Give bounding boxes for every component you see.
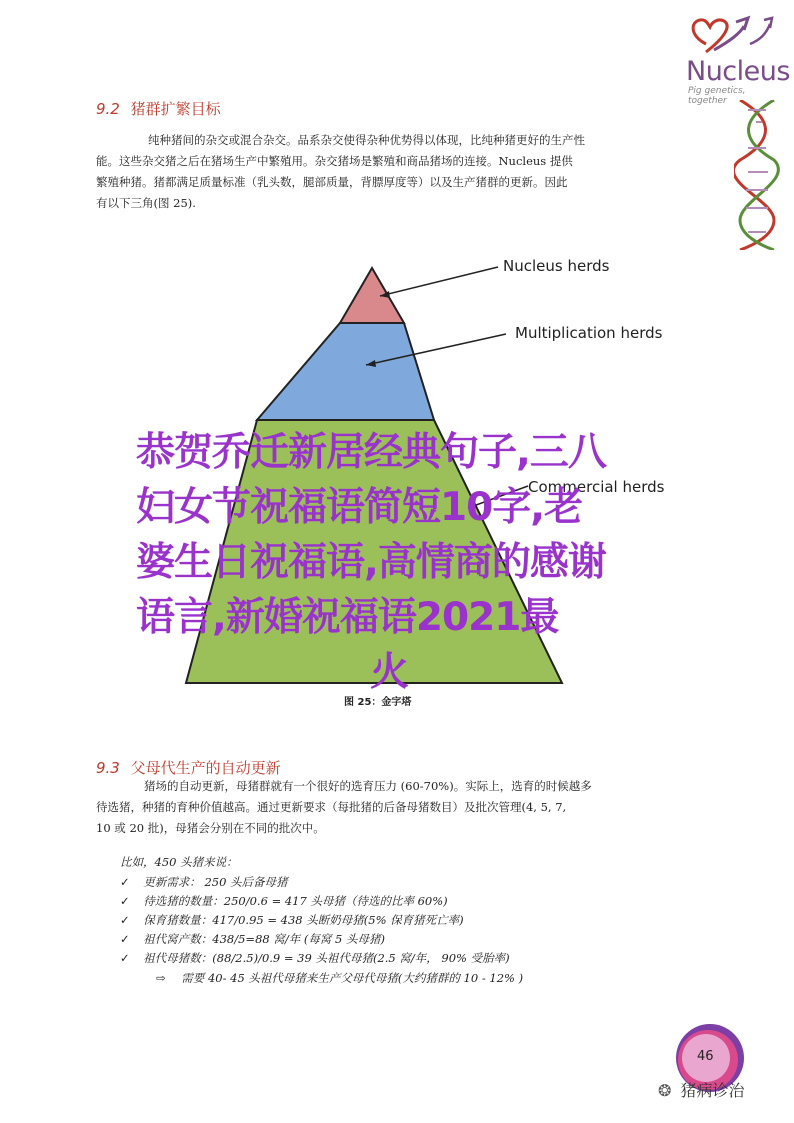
arrow-right-icon: ⇨ [156,971,166,985]
multiplication-herds-label: Multiplication herds [515,324,663,342]
list-result: ⇨ 需要 40- 45 头祖代母猪来生产父母代母猪(大约猪群的 10 - 12% ) [156,971,524,985]
section-9-2-body [96,130,702,214]
overlay-line: 婆生日祝福语,高情商的感谢 [136,540,606,585]
checkmark-icon: ✓ [120,913,130,927]
overlay-line: 火 [370,650,409,695]
list-item: ✓ 保育猪数量：417/0.95 = 438 头断奶母猪(5% 保育猪死亡率) [120,913,464,927]
overlay-line: 妇女节祝福语简短10字,老 [136,485,583,530]
paragraph-line: 猪场的自动更新，母猪群就有一个很好的选育压力 (60-70%)。实际上，选育的时候越多 [144,779,592,793]
section-title: 父母代生产的自动更新 [130,759,281,777]
paragraph-line: 有以下三角(图 25). [96,196,196,210]
section-number: 9.3 [96,759,120,777]
nucleus-herds-label: Nucleus herds [503,257,610,275]
checkmark-icon: ✓ [120,951,130,965]
list-item: ✓ 祖代窝产数：438/5=88 窝/年 (每窝 5 头母猪) [120,932,385,946]
checkmark-icon: ✓ [120,875,130,889]
dna-helix-icon [734,100,780,250]
wechat-account: 猪病诊治 [680,1081,745,1100]
logo-text: Nucleus [686,56,790,87]
paragraph-line: 待选猪，种猪的育种价值越高。通过更新要求（每批猪的后备母猪数目）及批次管理(4, 5, 7, [96,800,567,814]
section-9-2-heading [96,98,221,119]
heart-logo-icon [684,14,774,62]
section-9-3-body [96,776,702,839]
wechat-icon: ❂ [658,1081,672,1100]
section-title: 猪群扩繁目标 [130,100,221,118]
overlay-line: 恭贺乔迁新居经典句子,三八 [136,430,606,475]
nucleus-logo [680,14,790,106]
figure-caption: 图 25：金字塔 [344,697,412,708]
example-intro: 比如，450 头猪来说： [120,855,238,869]
checkmark-icon: ✓ [120,932,130,946]
list-item: ✓ 更新需求： 250 头后备母猪 [120,875,288,889]
paragraph-line: 繁殖种猪。猪都满足质量标准（乳头数，腿部质量，背膘厚度等）以及生产猪群的更新。因此 [96,175,568,189]
page-number: 46 [697,1049,714,1064]
section-9-3-heading [96,757,281,778]
paragraph-line: 10 或 20 批)，母猪会分别在不同的批次中。 [96,821,325,835]
paragraph-line: 纯种猪间的杂交或混合杂交。品系杂交使得杂种优势得以体现，比纯种猪更好的生产性 [148,133,585,147]
paragraph-line: 能。这些杂交猪之后在猪场生产中繁殖用。杂交猪场是繁殖和商品猪场的连接。Nucleus 提供 [96,154,573,168]
logo-tagline: Pig genetics, together [688,86,746,106]
overlay-line: 语言,新婚祝福语2021最 [136,595,559,640]
wechat-watermark [658,1078,745,1101]
overlay-title [136,425,746,700]
commercial-herds-label: Commercial herds [528,478,665,496]
list-item: ✓ 待选猪的数量：250/0.6 = 417 头母猪（待选的比率 60%) [120,894,448,908]
multiplication-level [257,323,434,420]
section-number: 9.2 [96,100,120,118]
list-item: ✓ 祖代母猪数：(88/2.5)/0.9 = 39 头祖代母猪(2.5 窝/年， 90% 受胎率) [120,951,510,965]
nucleus-level [340,268,404,323]
checkmark-icon: ✓ [120,894,130,908]
